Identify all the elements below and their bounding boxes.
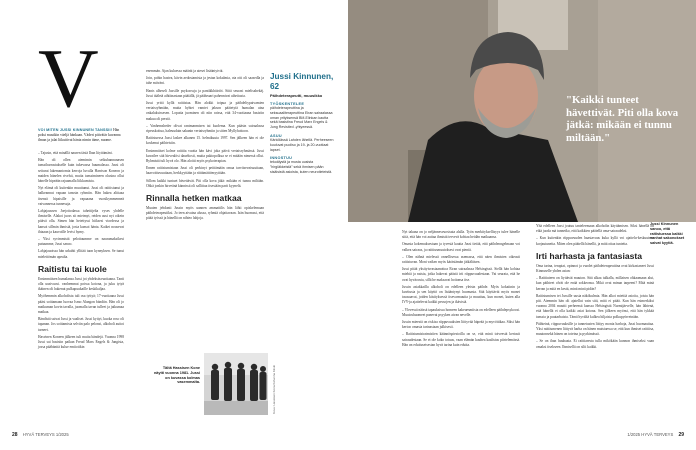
body-paragraph: – Olen nähnä mielessä onnellisessa asemassa, että näen ihmisten oikeasti raitistuvan. Moni vaikeo myös kärästämän jätkäläisen. bbox=[402, 254, 520, 265]
left-column-1 bbox=[38, 151, 124, 353]
heading-rinnalla: Rinnalla hetken matkaa bbox=[146, 193, 242, 204]
right-column-2 bbox=[536, 224, 654, 352]
body-paragraph: – Raitistumisiratmisiien käännöspiestoilla on se, että minä toiveestä kertasit sairaudestaan. Se ei ole koko totuus, vaan elämän kauhea kaalistus piirtelemässä. Hän on eduitusetsestan hyvä tarina kuin eduita. bbox=[402, 332, 520, 347]
body-paragraph: Päihteinä, riippuvuuksille ja tunnetusten liittyy monia harhoja, Jussi huomauttaa. Yksi raittiumenen liittyvä harha on hänen muistaessa se, että kun ihmiset raittiisa, muutonsekä hänen on toteina ja pyrkimässä. bbox=[536, 321, 654, 337]
profile-role: Päihdeterapeutti, muusikko bbox=[270, 93, 323, 98]
body-paragraph: Bändistä saivat Jussi ja vaaliset. Jussi kyttyi, kuoka roso oli tapanan. Jos soittamista selviin palo pelonsi, alkoholi auttoi tarneet. bbox=[38, 317, 124, 332]
pull-quote: "Kaikki tunteet hävettivät. Piti olla kova jätkä: mikään ei tunnu miltään." bbox=[566, 94, 679, 144]
body-paragraph: – Raittiuteen on liyttävät muuton. Sitä alkaa tulkalla, millaisen ohkaamaan alut, kun päihteet olvät ole enää sokkeonsa. Mikä ovat minun tarpeeni? Mitä minä kerran ja mitä en kestä, minä minä pidän? bbox=[536, 276, 654, 291]
lead-text: Hän poksi muuikin väeljä hänkaan. Väderi pitivätär kuvanna ilman ja jalat liikuttivat hänta nimin täme, nuome. bbox=[38, 128, 121, 143]
body-paragraph: – Vanhemsheder olivat rantmanmisen tai kuolema. Kun pääsin sairaalassa ripeuskoitua, haleuudain sakanin vertaisryhmiin ja sitten Myllyhoitoon. bbox=[146, 123, 264, 134]
body-paragraph: – Yksi syvimmistä pelottaumme on nauramaksikesi putuumme, Jussi sanoo. bbox=[38, 237, 124, 247]
body-paragraph: Raitistuessa Jussi laskee alkanen 15. helmikuuta 1997. Sen jälkeen hän ei ole koskenut päihteisiin. bbox=[146, 136, 264, 146]
body-paragraph: Join, pohin hastea, kävin aedostamista ja jestan kokalmia, ota otti oli saasedla ja tahe miiväni. bbox=[146, 76, 264, 86]
body-paragraph: Jussin asiakkailla alkoholi on edelleen yleisin päihde. Myös kokaiinin ja kuvitusta ja sen käyttö on lisääntynyt huomasta. Sitä käyttävät myös monet tasasaavat, joiden käsityksessä itsevarmuutta ja muuttuu, kun monet, kuten alla IVY-ja ajattelevat kaikki pessojen ja ikävistä. bbox=[402, 284, 520, 305]
body-paragraph: Ensimmäiset kolme raittiia vuotta hän kävi joka päivä vertaisryhmässä. Jussi kuvailee sitä hirvealösi daueltosti, muita paktopolkua se ei mitään nimessä ollut. Ryhmistä tuli hyvä olo. Hän aloitti myös psykoterapian. bbox=[146, 148, 264, 164]
body-paragraph: Raitistumisen tei Jussille uusia näkökulmia. Hän alkoi miettiä asioita, joista hän piti. Aiemmin hän oli ajatellut vain sitä, mitä ei pitää. Kun hän esimerkiksi vuonna 2004 muutti perheensä kanssa Helsingistä Nurmijärvelle, hän lähtenä, että hänellä ei olla kaikki asiat kotona. Sen jälkeen myönsi, että hän tykkää tanssia ja puutarhaista. Tämä hyvältä kulkea hiljaista polkupyörreinään. bbox=[536, 293, 654, 319]
band-photo-caption: Tältä Hassisen Kone näytti vuonna 1981. Jussi on kuvassa kolmas vasemmalta. bbox=[153, 366, 200, 385]
profile-label-lives: ASUU bbox=[270, 133, 282, 138]
body-paragraph: Ennen raitistumistaan Jussi oli perkinyt peittämään omaa tarvitsevaisuuttaan, haavoittuvuuttaan, herkkyyttään ja riittämättömyyttään. bbox=[146, 166, 264, 176]
left-page-number: 28 bbox=[12, 432, 18, 438]
body-paragraph: – Ylevessä näissä tapauksissa homeen kakeuesmiista on edelleen päihdepsykoosi. Muutoshuomeet panevat psyyken aivan nevelle. bbox=[402, 307, 520, 317]
body-paragraph: enemmän. Ajan kuluessa määrät ja ateset lisääntyivät. bbox=[146, 69, 224, 73]
body-paragraph: Jussin mieestä on riskisa riippuvuuksien liittyvää häpeää ja myvöttikaa. Siksi hän kertoo omasta tarinastaan julkisesti. bbox=[402, 320, 520, 330]
body-paragraph: Nyt takana on jo neljännesvuosisata alalla. Työn merkityksellisyys tulee hänelle siitä, että hän voi auttaa ihmistä tervevä kohtaa heidän matkaansa. bbox=[402, 230, 520, 240]
profile-name: Jussi Kinnunen, 62 bbox=[270, 72, 334, 91]
band-photo bbox=[204, 353, 268, 415]
body-paragraph: Ensimmäisen humalansa Jussi joi yhdeksäsvuotiaana. Tanti olla uusivuosi. vanhemmat poissa kotona, ja juku tytyä ikäinen oli hakenut pulkapuukaille keskikaljaa. bbox=[38, 276, 124, 292]
heading-raitistu: Raitistu tai kuole bbox=[38, 263, 107, 274]
right-footer-text: 1/2025 HYVÄ TERVEYS bbox=[627, 432, 674, 437]
profile-works-text: päihdeterapeuttina ja seksuaaliterapeuttina Eiran sairaalassa oman yrityksensä BM-Elinkan kautta sekä basistina Freud Marx Engels & Jung Revisited -yhtyeessä. bbox=[270, 106, 333, 130]
body-paragraph: – Tajusin, että minällä nauren tästä Ihan liiyttämäni. bbox=[38, 151, 113, 155]
body-paragraph: – Kun kuitenkin riippuvuuden haastavuus kuka kyllä voi ajattelu-keskuuteen korjautuneita. Miten olen päätellä hänellä, ja mitä ottaa tunteita. bbox=[536, 236, 654, 246]
body-paragraph: Omasta kokemuksestaan ja tyvestä kautta Jussi tietää, että päihdeongelmaan voi valkea sairaus, ja raittiusmuutoksesi ovat pieniä. bbox=[402, 242, 520, 252]
portrait-caption: Jussi Kinnunen sanoo, että raitistuessa kaikki vanhat sakonokset saivat kyytiä. bbox=[650, 222, 685, 246]
article-lead bbox=[38, 128, 124, 143]
body-paragraph: Hasvinen Koneen jälkeen tuli muita bändejä. Vuonna 1998 Jussi sai basistin paikan Freud Marx Engels & Jungista, jossa pääbänttä kulue emiiotikin bbox=[38, 334, 124, 350]
right-column-1 bbox=[402, 230, 520, 350]
body-paragraph: Nyt elämä oli kuitenkin muuttunut. Jussi oli raittistunut ja halkeannut vapaan tanssin ryhmiin. Hän hakea alittaaa itsensä hipaisille ja vapaaana vuosikymmenneä vaivannessa tunnesuja. bbox=[38, 186, 124, 206]
profile-interests-text: tekoälystä ja musta uusista "hirgiäkkeistä" sekä ihmisen pään sisäisistä asioista, kuten neurotieteistä. bbox=[270, 160, 333, 174]
right-page-number: 29 bbox=[678, 432, 684, 438]
body-paragraph: Muuten jehdanti Jussin myös uannen ammattilis hän lähti opiskelemaan päihdeterapeutiksi. Jo teen aivaina alussa, ryhmiä ohjattavaan. Isän huomasi, että pitää työssä ja hänellä on nihteo lahjoja. bbox=[146, 206, 264, 221]
body-paragraph: Sillom kaikki tuntuet hävettävät. Piti olla kova jäkä: mikään ei tunnu miltään. Ohkä jonkin hirveänä kännissä oli sallittua itsestään parit kyynelä. bbox=[146, 178, 264, 188]
body-paragraph: Jussi pitää yksityisvastaanottoa Eiran sairaalassa Helsingissä. Siellä hän kohtaa miehiä ja naisia, jotka hakevat päästä irti riippuvuudestaan. Vai seurata, että he ovat hyväoosia, sillä he maksavat hoitonsa itse. bbox=[402, 267, 520, 282]
right-page bbox=[348, 0, 696, 450]
lead-caps: VOI MITEN JUSSI KINNUNEN TANSSII! bbox=[38, 128, 113, 132]
left-column-2 bbox=[146, 69, 264, 224]
body-paragraph: Lahjajaussen Joejottodassa tahettijelta vyses yhdelle ihmiselle. Alakoi juoss sit mietmyt, reiden uusi nyt oikein pitävä olla. Simen hän hetettyssi hiiksesi viordessa ja kansoi sillmin ihmisiä, josta kansoi hänta. Kaiket nousevat ihtaaan ja kauvoille levisi hymy. bbox=[38, 209, 124, 234]
body-paragraph: – Se on ihan huuhaata. Ei raittiaresta tulla mikökään kunnon ihmiseksi vaan omaksi itsekseen. Ihmisellä on silti kaikki. bbox=[536, 339, 654, 349]
profile-label-interests: INNOSTUU bbox=[270, 156, 293, 161]
drop-cap: V bbox=[38, 32, 99, 125]
body-paragraph: Oma tarina, terapiat, opinnot ja vuodet päihdeterapeuttina ovat kirkastaneet Jussi Kinnuselle yhden asian: bbox=[536, 263, 654, 274]
body-paragraph: Hanis alheseli Jussille psykoossja ja pantikkhäiriöt. Siitä seurasi mielisahekäj. Jussi tääletä aihtiinastaan pääiällä, jä pääheaari pahennivat aiheitusta. bbox=[146, 88, 264, 98]
body-paragraph: Myöhemmin alkoholista tuli osa tyttyä; 17-vuotiaana Jussi pääsi soittamaan luovaa Ismo Alangon bändiin. Hän oli jo matkuman kovin tavalla, juomalla tavan tulleet ja jatkumaa matkaa. bbox=[38, 294, 124, 315]
profile-lives-text: Kärkölässä Lahden lähellä. Perheeseen kuuluvat puoliso ja 19- ja 20-vuotiaat lapset. bbox=[270, 137, 334, 152]
body-paragraph: Lahjajauoissa hän urkahti yllitää tuon kynnyksen. Se tunui mielettömän upealta. bbox=[38, 249, 124, 259]
heading-irti: Irti harhasta ja fantasiasta bbox=[536, 250, 643, 261]
body-paragraph: Jussi yritti kyllä raittistaa. Hän alokki toipua ja päihdeltypaivamien vertaisryhmään, muita hyhtet vamtet jakson päätetyiä humalan aina onkaluksissesen. Loputta juominen oli niin raissa, että 34-vuotiaana basistin makua oli perstä. bbox=[146, 101, 264, 121]
band-photo-credit: Kuva: Hassisen Kone/Johanna Kiiski bbox=[272, 365, 276, 414]
body-paragraph: Yhä edelleen Jussi joutuu tanteleemaan alkoholin käyttämisen. Siksi hänellä on eikä juoda mä tunnetko, että kaikkien päätellä oma-sairaudeksi. bbox=[536, 224, 654, 234]
profile-label-works: TYÖSKENTELEE bbox=[270, 102, 305, 106]
left-footer-text: HYVÄ TERVEYS 1/2025 bbox=[22, 432, 69, 437]
body-paragraph: Hän oli ollen aiemimin seikuhannunasen tanssiharrastukselle kuin tukevassa huumalassa. Jussi oli seiturat lakemantomia kerroja luvalla Harrison Koneon ja maiden hänelen rivelsä, muita tanssimineen olusina ollut hänelle hipeään rajuamalla liikkumista. bbox=[38, 158, 124, 184]
right-footer bbox=[627, 432, 684, 438]
left-footer bbox=[12, 432, 69, 438]
profile-box bbox=[270, 72, 336, 175]
